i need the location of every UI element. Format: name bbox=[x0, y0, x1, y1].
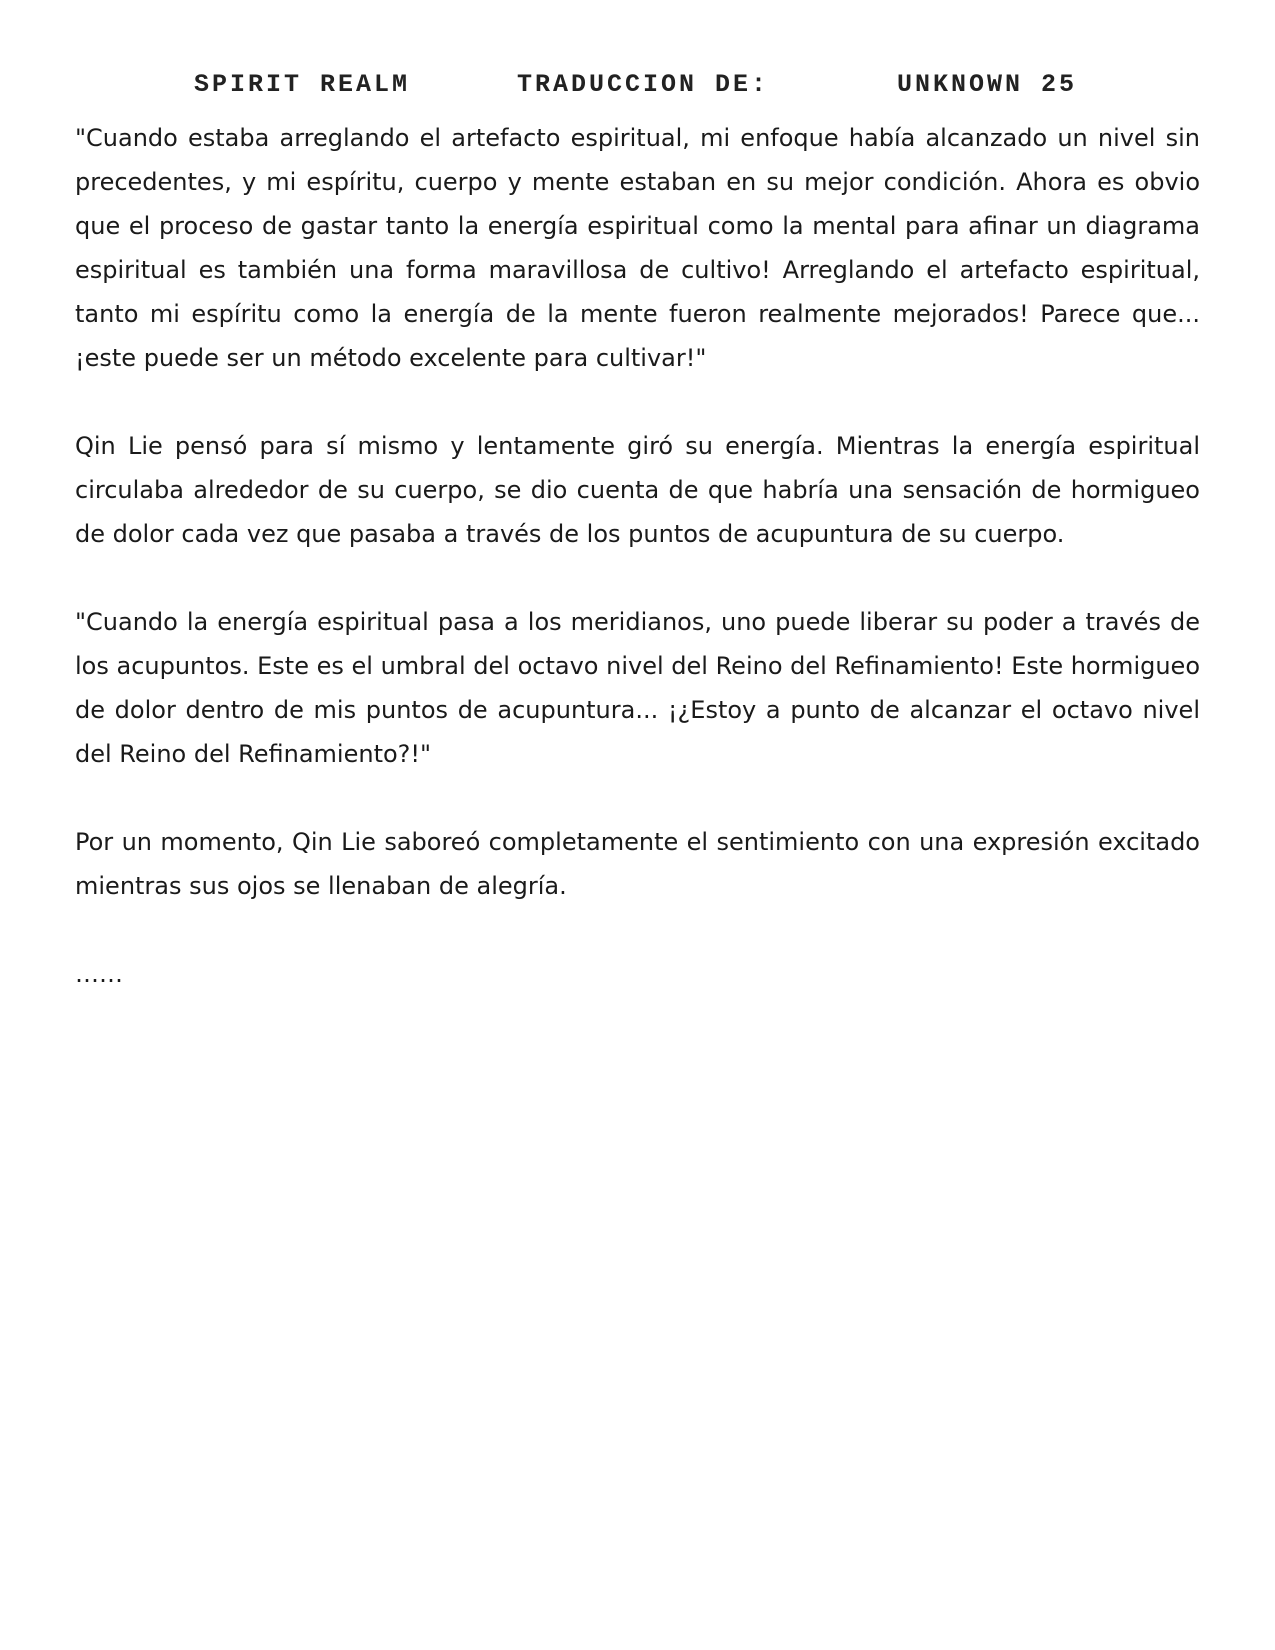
paragraph: Por un momento, Qin Lie saboreó completamente el sentimiento con una expresión excitado mientras sus ojos se llenaban de alegría. bbox=[75, 828, 1200, 900]
chapter-body bbox=[75, 116, 1200, 1040]
page-header bbox=[0, 70, 1275, 110]
translator-name: UNKNOWN 25 bbox=[897, 70, 1078, 99]
novel-title: SPIRIT REALM bbox=[194, 70, 411, 99]
paragraph: "Cuando estaba arreglando el artefacto espiritual, mi enfoque había alcanzado un nivel sin precedentes, y mi espíritu, cuerpo y mente estaban en su mejor condición. Ahora es obvio que el proceso de gastar tanto la energía espiritual como la mental para afinar un diagrama espiritual es también una forma maravillosa de cultivo! Arreglando el artefacto espiritual, tanto mi espíritu como la energía de la mente fueron realmente mejorados! Parece que... ¡este puede ser un método excelente para cultivar!" bbox=[75, 124, 1200, 372]
translation-label: TRADUCCION DE: bbox=[517, 70, 770, 99]
paragraph: "Cuando la energía espiritual pasa a los meridianos, uno puede liberar su poder a través de los acupuntos. Este es el umbral del octavo nivel del Reino del Refinamiento! Este hormigueo de dolor dentro de mis puntos de acupuntura... ¡¿Estoy a punto de alcanzar el octavo nivel del Reino del Refinamiento?!" bbox=[75, 608, 1200, 768]
paragraph: Qin Lie pensó para sí mismo y lentamente giró su energía. Mientras la energía espiritual circulaba alrededor de su cuerpo, se dio cuenta de que habría una sensación de hormigueo de dolor cada vez que pasaba a través de los puntos de acupuntura de su cuerpo. bbox=[75, 432, 1200, 548]
section-break: …… bbox=[75, 960, 123, 988]
